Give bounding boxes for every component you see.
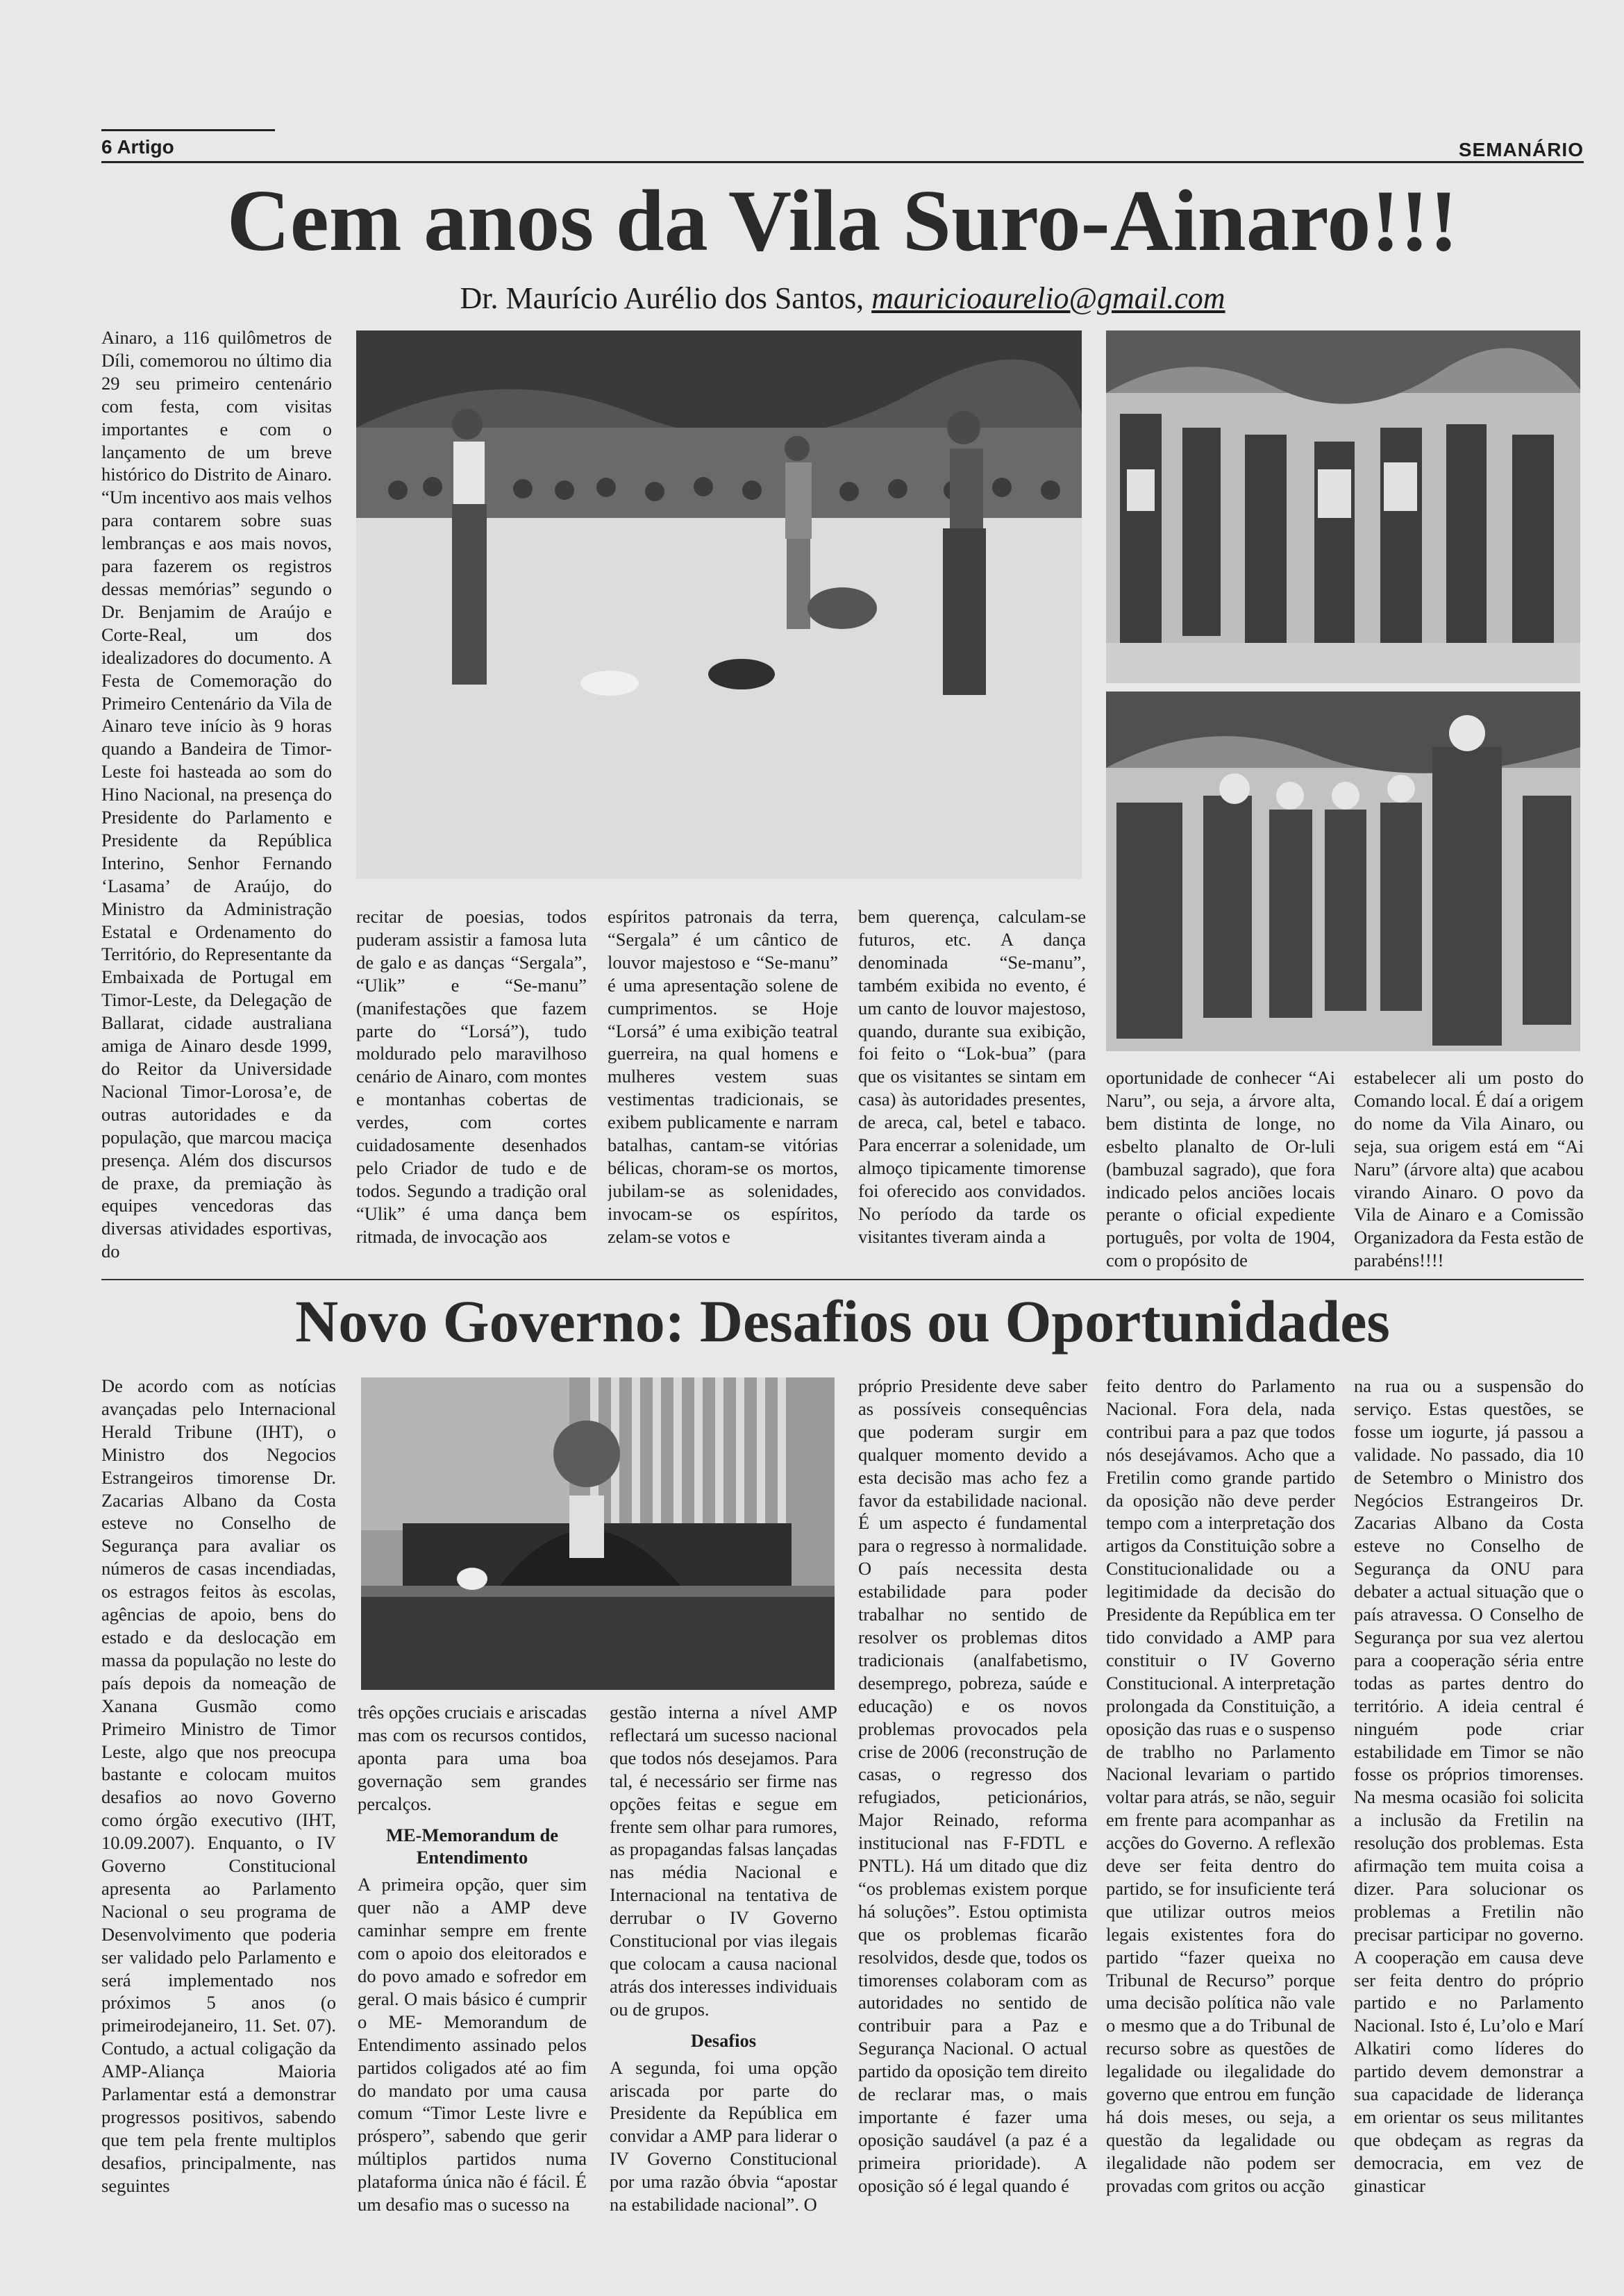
cockfight-photo — [356, 330, 1082, 879]
article1-column-1: Ainaro, a 116 quilômetros de Díli, comemorou no último dia 29 seu primeiro centenário com festa, com visitas importantes e com o lançamento de um breve histórico do Distrito de Ainaro. “Um incentivo aos mais velhos para contarem sobre suas lembranças e aos mais novos, para fazerem os registros dessas memórias” segundo o Dr. Benjamim de Araújo e Corte-Real, um dos idealizadores do documento. A Festa de Comemoração do Primeiro Centenário da Vila de Ainaro teve início às 9 horas quando a Bandeira de Timor-Leste foi hasteada ao som do Hino Nacional, na presença do Presidente do Parlamento e Presidente da República Interino, Senhor Fernando ‘Lasama’ de Araújo, do Ministro da Administração Estatal e Ordenamento do Território, do Representante da Embaixada de Portugal em Timor-Leste, da Delegação de Ballarat, cidade australiana amiga de Ainaro desde 1999, do Reitor da Universidade Nacional Timor-Lorosa’e, de outras autoridades e da população, que marcou maciça presença. Além dos discursos de praxe, da premiação às equipes vencedoras das diversas atividades esportivas, do — [101, 327, 332, 1262]
dancers-photo-bottom — [1106, 692, 1580, 1051]
article1-column-4: bem querença, calculam-se futuros, etc. A dança denominada “Se-manu”, também exibida no evento, é um canto de louvor majestoso, quando, durante sua exibição, foi feito o “Lok-bua” (para que os visitantes se sintam em casa) às autoridades presentes, de areca, cal, betel e tabaco. Para encerrar a solenidade, um almoço tipicamente timorense foi oferecido aos convidados. No período da tarde os visitantes tiveram ainda a — [858, 906, 1086, 1247]
article1-column-6: estabelecer ali um posto do Comando local. É daí a origem do nome da Vila Ainaro, ou seja, sua origem está em “Ai Naru” (árvore alta) que acabou virando Ainaro. O povo da Vila de Ainaro e a Comissão Organizadora da Festa estão de parabéns!!!! — [1354, 1067, 1584, 1271]
article-separator — [101, 1279, 1584, 1280]
article2-column-1: De acordo com as notícias avançadas pelo Internacional Herald Tribune (IHT), o Ministro dos Negocios Estrangeiros timorense Dr. Zacarias Albano da Costa esteve no Conselho de Segurança para avaliar os números de casas incendiadas, os estragos feitos às escolas, agências de apoio, bens do estado e da deslocação em massa da população no leste do país depois da nomeação de Xanana Gusmão como Primeiro Ministro de Timor Leste, algo que nos preocupa bastante e colocam muitos desafios ao novo Governo como órgão executivo (IHT, 10.09.2007). Enquanto, o IV Governo Constitucional apresenta ao Parlamento Nacional o seu programa de Desenvolvimento que poderia ser validado pelo Parlamento e será implementado nos próximos 5 anos (o primeirodejaneiro, 11. Set. 07). Contudo, a actual coligação da AMP-Aliança Maioria Parlamentar está a demonstrar progressos positivos, sabendo que tem pela frente multiplos desafios, principalmente, nas seguintes — [101, 1375, 336, 2196]
dancers-photo-top — [1106, 330, 1580, 683]
article1-title: Cem anos da Vila Suro-Ainaro!!! — [226, 173, 1459, 269]
article2-column-6: na rua ou a suspensão do serviço. Estas questões, se fosse um iogurte, já passou a validade. No passado, dia 10 de Setembro o Ministro dos Negócios Estrangeiros Dr. Zacarias Albano da Costa esteve no Conselho de Segurança da ONU para debater a actual situação que o país atravessa. O Conselho de Segurança por sua vez alertou para a cooperação séria entre todas as partes dentro do território. A ideia central é ninguém pode criar estabilidade em Timor se não fosse os próprios timorenses. Na mesma ocasião foi solicita a inclusão da Fretilin na resolução dos problemas. Esta afirmação tem muita coisa a dizer. Para solucionar os problemas a Fretilin não precisar participar no governo. A cooperação em causa deve ser feita dentro do próprio partido e no Parlamento Nacional. Isto é, Lu’olo e Marí Alkatiri como líderes do partido devem demonstrar a sua capacidade de liderança em orientar os seus militantes que obdeçam as regras da democracia, em vez de ginasticar — [1354, 1375, 1584, 2196]
article1-byline — [101, 280, 1584, 316]
article2-column-2: três opções cruciais e ariscadas mas com os recursos contidos, aponta para uma boa governação sem grandes percalços. ME-Memorandum de Entendimento A primeira opção, quer sim quer não a AMP deve caminhar sempre em frente com o apoio dos eleitorados e do povo amado e sofredor em geral. O mais básico é cumprir o ME- Memorandum de Entendimento assinado pelos partidos coligados até ao fim do mandato por uma causa comum “Timor Leste livre e próspero”, sabendo que gerir múltiplos partidos numa plataforma única não é fácil. É um desafio mas o sucesso na — [358, 1702, 587, 2215]
section-label: 6 Artigo — [101, 136, 174, 158]
article2-column-4: próprio Presidente deve saber as possíveis consequências que poderam surgir em qualquer momento devido a esta decisão mas acho fez a favor da estabilidade nacional. É um aspecto é fundamental para o regresso à normalidade. O país necessita desta estabilidade para poder trabalhar no sentido de resolver os problemas ditos tradicionais (analfabetismo, desemprego, pobreza, saúde e educação) e os novos problemas provocados pela crise de 2006 (reconstrução de casas, o regresso dos refugiados, peticionários, Major Reinado, reforma institucional nas F-FDTL e PNTL). Há um ditado que diz “os problemas existem porque há soluções”. Estou optimista que os problemas ficarão resolvidos, desde que, todos os timorenses colaboram com as autoridades no sentido de contribuir para a Paz e Segurança Nacional. O actual partido da oposição tem direito de reclarar mas, o mais importante é fazer uma oposição saudável (a paz é a primeira prioridade). A oposição só é legal quando é — [858, 1375, 1087, 2196]
article2-column-5: feito dentro do Parlamento Nacional. Fora dela, nada contribui para a paz que todos nós desejávamos. Acho que a Fretilin como grande partido da oposição não deve perder tempo com a interpretação dos artigos da Constituição sobre a Constitucionalidade ou a legitimidade da decisão do Presidente da República em ter tido convidado a AMP para constituir o IV Governo Constitucional. A interpretação prolongada da Constituição, a oposição das ruas e o suspenso de trablho no Parlamento Nacional levariam o partido voltar para atrás, se não, seguir em frente para acompanhar as acções do Governo. A reflexão deve ser feita dentro do partido, se for insuficiente terá que utilizar outros meios legais existentes fora do partido “fazer queixa no Tribunal de Recurso” porque uma decisão política não vale o mesmo que a do Tribunal de recurso sobre as questões de legalidade ou ilegalidade do governo que entrou em função há dois meses, ou seja, a questão da legalidade ou ilegalidade não podem ser provadas com gritos ou acção — [1106, 1375, 1335, 2196]
desafios-subheading: Desafios — [690, 2029, 757, 2051]
byline-email-link[interactable]: mauricioaurelio@gmail.com — [871, 281, 1225, 315]
memorandum-subheading: ME-Memorandum de Entendimento — [385, 1824, 559, 1868]
article1-column-5: oportunidade de conhecer “Ai Naru”, ou seja, a árvore alta, bem distinta de longe, no esbelto planalto de Or-luli (bambuzal sagrado), que fora indicado pelos anciões locais perante o oficial expediente português, por volta de 1904, com o propósito de — [1106, 1067, 1335, 1271]
byline-author: Dr. Maurício Aurélio dos Santos, — [460, 281, 864, 315]
minister-photo — [361, 1377, 835, 1690]
article1-column-3: espíritos patronais da terra, “Sergala” é um cântico de louvor majestoso e “Se-manu” é uma apresentação solene de cumprimentos. se Hoje “Lorsá” é uma exibição teatral guerreira, na qual homens e mulheres vestem suas vestimentas tradicionais, se exibem publicamente e narram batalhas, cantam-se vitórias bélicas, choram-se os mortos, jubilam-se as solenidades, invocam-se os espíritos, zelam-se votos e — [608, 906, 838, 1247]
article2-column-3: gestão interna a nível AMP reflectará um sucesso nacional que todos nós desejamos. Para tal, é necessário ser firme nas opções feitas e segue em frente sem olhar para rumores, as propagandas falsas lançadas nas média Nacional e Internacional na tentativa de derrubar o IV Governo Constitucional por vias ilegais que colocam a causa nacional atrás dos interesses individuais ou de grupos. Desafios A segunda, foi uma opção ariscada por parte do Presidente da República em convidar a AMP para liderar o IV Governo Constitucional por uma razão óbvia “apostar na estabilidade nacional”. O — [610, 1702, 837, 2215]
article2-title: Novo Governo: Desafios ou Oportunidades — [295, 1288, 1390, 1355]
article1-column-2: recitar de poesias, todos puderam assistir a famosa luta de galo e as danças “Sergala”, “Ulik” e “Se-manu” (manifestações que fazem parte do “Lorsá”), tudo moldurado pelo maravilhoso cenário de Ainaro, com montes e montanhas cobertas de verdes, com cortes cuidadosamente desenhados pelo Criador de tudo e de todos. Segundo a tradição oral “Ulik” é uma dança bem ritmada, de invocação aos — [356, 906, 587, 1247]
header-rule — [101, 161, 1584, 163]
header-rule-short — [101, 129, 275, 131]
newspaper-brand: SEMANÁRIO — [1458, 139, 1584, 160]
